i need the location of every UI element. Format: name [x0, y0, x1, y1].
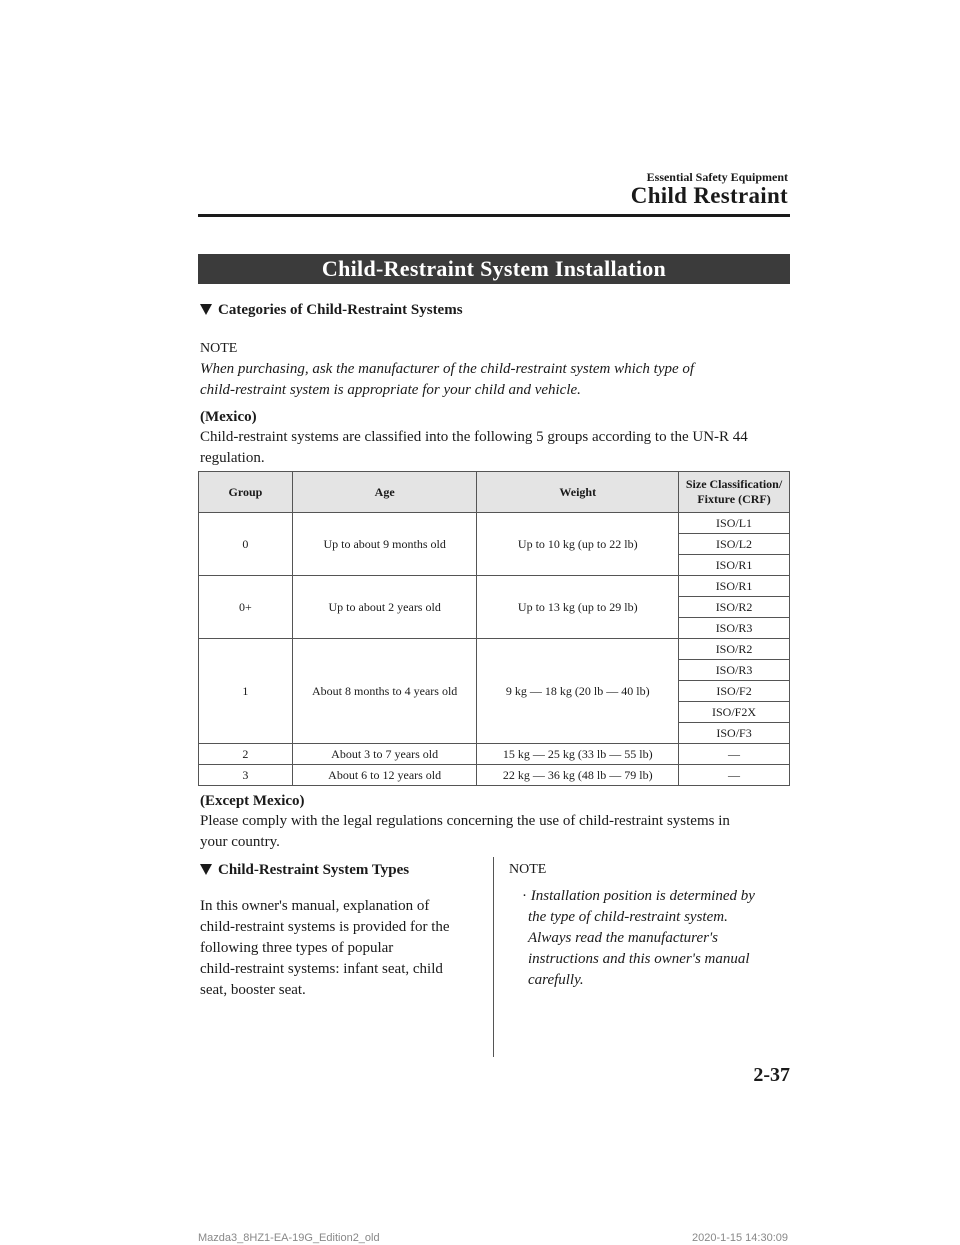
triangle-bullet-icon	[200, 864, 212, 875]
note-text	[200, 359, 800, 401]
cell-size: ISO/L1	[679, 513, 790, 534]
cell-size: ISO/R1	[679, 576, 790, 597]
footer-doc-id: Mazda3_8HZ1-EA-19G_Edition2_old	[198, 1232, 380, 1244]
cell-size: ISO/F2	[679, 681, 790, 702]
types-line: seat, booster seat.	[200, 982, 306, 998]
mexico-line: Child-restraint systems are classified into the following 5 groups according to the UN-R 44	[200, 429, 748, 445]
bullet-dot-icon: ·	[522, 888, 527, 904]
types-heading	[200, 862, 409, 879]
side-note-text	[516, 886, 786, 991]
types-line: child-restraint systems is provided for the	[200, 919, 450, 935]
cell-size: —	[679, 765, 790, 786]
cell-size: ISO/L2	[679, 534, 790, 555]
types-line: child-restraint systems: infant seat, child	[200, 961, 443, 977]
cell-age: About 6 to 12 years old	[292, 765, 477, 786]
table-row	[199, 744, 790, 765]
cell-size: ISO/F2X	[679, 702, 790, 723]
mexico-text	[200, 427, 800, 469]
note-line: child-restraint system is appropriate for your child and vehicle.	[200, 382, 581, 398]
header-size-line: Fixture (CRF)	[697, 492, 771, 506]
except-mexico-heading: (Except Mexico)	[200, 793, 305, 809]
cell-weight: 15 kg — 25 kg (33 lb — 55 lb)	[477, 744, 679, 765]
types-line: following three types of popular	[200, 940, 394, 956]
table-row	[199, 513, 790, 534]
cell-size: ISO/R3	[679, 618, 790, 639]
triangle-bullet-icon	[200, 304, 212, 315]
classification-table	[198, 471, 790, 786]
cell-age: About 8 months to 4 years old	[292, 639, 477, 744]
types-text	[200, 896, 490, 1001]
cell-age: Up to about 2 years old	[292, 576, 477, 639]
cell-weight: 9 kg — 18 kg (20 lb — 40 lb)	[477, 639, 679, 744]
cell-size: ISO/R2	[679, 639, 790, 660]
note-line: When purchasing, ask the manufacturer of the child-restraint system which type of	[200, 361, 695, 377]
footer-timestamp: 2020-1-15 14:30:09	[691, 1232, 788, 1244]
side-note-line: Installation position is determined by	[530, 888, 755, 904]
table-row	[199, 576, 790, 597]
cell-age: Up to about 9 months old	[292, 513, 477, 576]
header-weight: Weight	[477, 472, 679, 513]
header-rule	[198, 214, 790, 217]
cell-weight: Up to 13 kg (up to 29 lb)	[477, 576, 679, 639]
table-header-row	[199, 472, 790, 513]
cell-size: ISO/R1	[679, 555, 790, 576]
cell-weight: 22 kg — 36 kg (48 lb — 79 lb)	[477, 765, 679, 786]
header-age: Age	[292, 472, 477, 513]
side-note-label: NOTE	[509, 862, 547, 877]
header-size-classification	[679, 472, 790, 513]
categories-heading	[200, 302, 463, 319]
cell-size: ISO/F3	[679, 723, 790, 744]
header-size-line: Size Classification/	[685, 477, 783, 491]
side-note-line: the type of child-restraint system.	[528, 909, 728, 925]
categories-heading-text: Categories of Child-Restraint Systems	[218, 302, 463, 318]
side-note-line: instructions and this owner's manual	[528, 951, 750, 967]
side-note-bullet	[516, 886, 786, 907]
column-divider	[493, 857, 494, 1057]
side-note-line: carefully.	[528, 972, 584, 988]
cell-age: About 3 to 7 years old	[292, 744, 477, 765]
table-row	[199, 765, 790, 786]
cell-group: 0	[199, 513, 293, 576]
cell-group: 2	[199, 744, 293, 765]
topic-banner: Child-Restraint System Installation	[198, 254, 790, 284]
mexico-heading: (Mexico)	[200, 409, 257, 425]
cell-size: —	[679, 744, 790, 765]
mexico-line: regulation.	[200, 450, 265, 466]
except-line: your country.	[200, 834, 280, 850]
types-heading-text: Child-Restraint System Types	[218, 862, 410, 878]
except-mexico-text	[200, 811, 800, 853]
types-line: In this owner's manual, explanation of	[200, 898, 430, 914]
cell-group: 1	[199, 639, 293, 744]
page-number: 2-37	[753, 1064, 790, 1086]
cell-size: ISO/R2	[679, 597, 790, 618]
except-line: Please comply with the legal regulations concerning the use of child-restraint systems in	[200, 813, 730, 829]
cell-weight: Up to 10 kg (up to 22 lb)	[477, 513, 679, 576]
table-row	[199, 639, 790, 660]
chapter-title: Essential Safety Equipment	[646, 170, 788, 184]
note-label: NOTE	[200, 341, 238, 356]
cell-group: 3	[199, 765, 293, 786]
cell-group: 0+	[199, 576, 293, 639]
section-title: Child Restraint	[630, 183, 788, 208]
side-note-line: Always read the manufacturer's	[528, 930, 718, 946]
header-group: Group	[199, 472, 293, 513]
cell-size: ISO/R3	[679, 660, 790, 681]
